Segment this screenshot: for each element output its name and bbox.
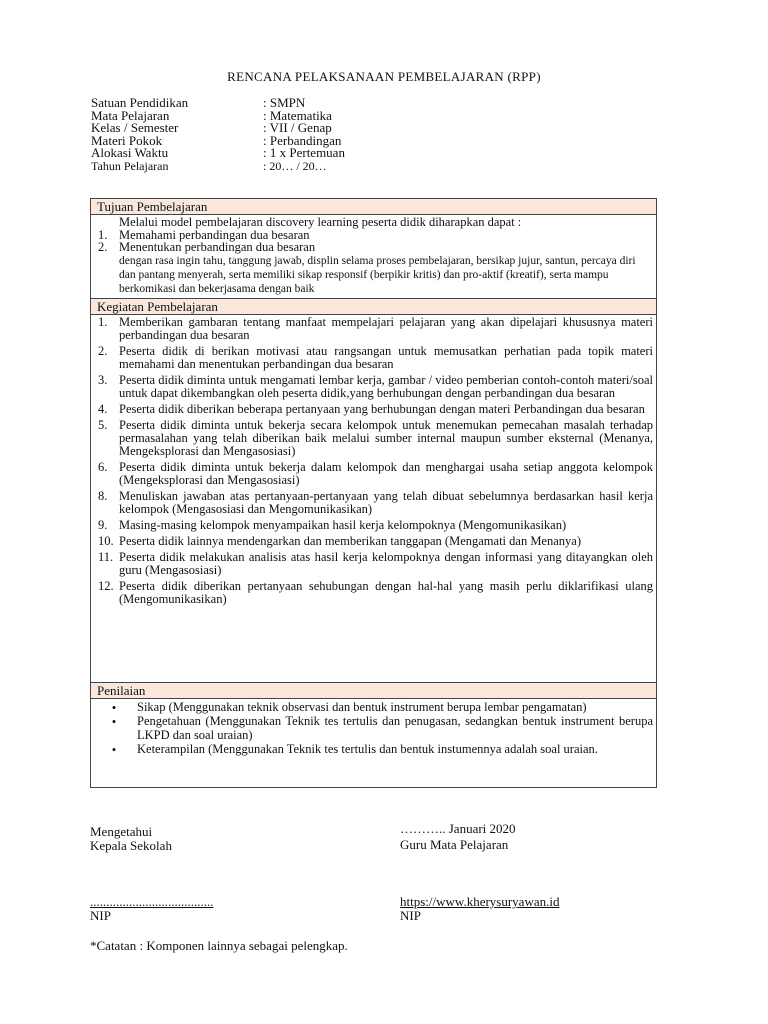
date-line: ……….. Januari 2020 [400, 821, 516, 836]
right-signature-block [400, 895, 559, 923]
item-text: Pengetahuan (Menggunakan Teknik tes tertulis dan penugasan, sedangkan bentuk instrument berupa LKPD dan soal uraian) [137, 714, 653, 742]
item-number: 6. [98, 460, 108, 474]
mengetahui-label: Mengetahui [90, 824, 153, 839]
info-label: Satuan Pendidikan [91, 95, 189, 110]
item-number: 12. [98, 578, 114, 593]
signature-right [400, 822, 516, 852]
item-text: Peserta didik diminta untuk mengamati lembar kerja, gambar / video pemberian contoh-contoh materi/soal untuk dapat dikembangkan oleh peserta didik,yang berhubungan dengan perbandingan dua besaran [119, 373, 653, 401]
penilaian-heading: Penilaian [91, 683, 656, 699]
signature-left [90, 825, 172, 853]
kegiatan-body [91, 315, 656, 683]
info-label: Kelas / Semester [91, 120, 179, 136]
list-item [91, 715, 656, 742]
list-item [91, 419, 656, 459]
list-item [91, 743, 656, 757]
list-item [91, 374, 656, 400]
item-text: Keterampilan (Menggunakan Teknik tes tertulis dan bentuk instumennya adalah soal uraian. [137, 741, 598, 756]
item-text: Peserta didik melakukan analisis atas hasil kerja kelompoknya dengan informasi yang ditayangkan oleh guru (Mengasosiasi) [119, 549, 653, 577]
info-value: : SMPN [263, 95, 306, 110]
list-item [91, 701, 656, 715]
list-item [91, 403, 656, 416]
left-signature-block [90, 895, 214, 923]
footnote: *Catatan : Komponen lainnya sebagai pelengkap. [90, 938, 348, 953]
item-number: 1. [98, 315, 108, 329]
tujuan-heading: Tujuan Pembelajaran [91, 199, 656, 215]
info-label: Materi Pokok [91, 132, 163, 148]
penilaian-body [91, 699, 656, 787]
item-text: Peserta didik diminta untuk bekerja dalam kelompok dan menghargai usaha setiap anggota kelompok (Mengeksplorasi dan Mengasosiasi) [119, 460, 653, 488]
item-number: 2. [98, 344, 108, 358]
website-link[interactable]: https://www.kherysuryawan.id [400, 894, 560, 909]
rpp-table [90, 198, 657, 788]
item-number: 5. [98, 417, 108, 432]
item-text: Peserta didik diberikan pertanyaan sehubungan dengan hal-hal yang masih perlu diklarifikasi ulang (Mengomunikasikan) [119, 578, 653, 606]
info-value: : 20… / 20… [263, 158, 327, 173]
bullet-icon: • [111, 741, 117, 757]
item-number: 1. [98, 227, 108, 242]
list-item [91, 580, 656, 606]
list-item [91, 551, 656, 577]
item-text: Masing-masing kelompok menyampaikan hasil kerja kelompoknya (Mengomunikasikan) [119, 518, 567, 532]
nip-label: NIP [90, 908, 111, 923]
list-item [91, 490, 656, 516]
item-text: Peserta didik di berikan motivasi atau rangsangan untuk memusatkan perhatian pada topik materi memahami dan menentukan perbandingan dua besaran [119, 344, 653, 372]
item-number: 11. [98, 549, 114, 564]
item-text: Menentukan perbandingan dua besaran [119, 240, 316, 254]
item-number: 9. [98, 518, 108, 532]
info-label: Tahun Pelajaran [91, 158, 169, 173]
item-number: 2. [98, 240, 108, 254]
info-value: : VII / Genap [263, 120, 332, 136]
item-text: Sikap (Menggunakan teknik observasi dan bentuk instrument berupa lembar pengamatan) [137, 700, 587, 714]
info-value: : Matematika [263, 107, 332, 123]
tujuan-body [91, 215, 656, 299]
info-value: : Perbandingan [263, 132, 342, 148]
tujuan-intro: Melalui model pembelajaran discovery learning peserta didik diharapkan dapat : [119, 215, 522, 229]
page-title: RENCANA PELAKSANAAN PEMBELAJARAN (RPP) [227, 69, 541, 84]
kegiatan-heading: Kegiatan Pembelajaran [91, 299, 656, 315]
info-label: Mata Pelajaran [91, 107, 170, 123]
item-text: Menuliskan jawaban atas pertanyaan-pertanyaan yang telah dibuat sebelumnya berdasarkan hasil kerja kelompok (Mengasosiasi dan Mengomunikasikan) [119, 489, 653, 517]
signature-dots: ...................................... [90, 894, 214, 909]
list-item [91, 519, 656, 532]
info-value: : 1 x Pertemuan [263, 145, 345, 161]
bullet-icon: • [111, 714, 117, 729]
item-number: 4. [98, 402, 108, 416]
guru-label: Guru Mata Pelajaran [400, 837, 509, 852]
list-item [91, 316, 656, 342]
item-text: Peserta didik lainnya mendengarkan dan memberikan tanggapan (Mengamati dan Menanya) [119, 533, 581, 548]
nip-label: NIP [400, 908, 421, 923]
list-item [91, 461, 656, 487]
kepala-sekolah-label: Kepala Sekolah [90, 838, 172, 853]
item-text: Memahami perbandingan dua besaran [119, 227, 310, 242]
list-item [91, 345, 656, 371]
info-row [91, 160, 491, 173]
info-label: Alokasi Waktu [91, 145, 169, 161]
item-number: 10. [98, 533, 114, 548]
identity-block [91, 97, 491, 173]
bullet-icon: • [111, 700, 117, 715]
item-number: 8. [98, 489, 108, 503]
item-text: Peserta didik diminta untuk bekerja secara kelompok untuk menemukan pemecahan masalah terhadap permasalahan yang telah diberikan baik melalui sumber internal maupun sumber eksternal (Menanya, Mengeksplorasi dan Mengasosiasi) [119, 417, 653, 459]
item-text: Memberikan gambaran tentang manfaat mempelajari pelajaran yang akan dipelajari khususnya materi perbandingan dua besaran [119, 315, 653, 343]
list-item [91, 241, 656, 254]
item-number: 3. [98, 373, 108, 387]
item-text: Peserta didik diberikan beberapa pertanyaan yang berhubungan dengan materi Perbandingan dua besaran [119, 402, 645, 416]
tujuan-note: dengan rasa ingin tahu, tanggung jawab, displin selama proses pembelajaran, bersikap jujur, santun, percaya diri dan pantang menyerah, serta memiliki sikap responsif (berpikir kritis) dan pro-aktif (kreatif), serta mampu berkomikasi dan bekerjasama dengan baik [119, 254, 636, 295]
list-item [91, 535, 656, 548]
